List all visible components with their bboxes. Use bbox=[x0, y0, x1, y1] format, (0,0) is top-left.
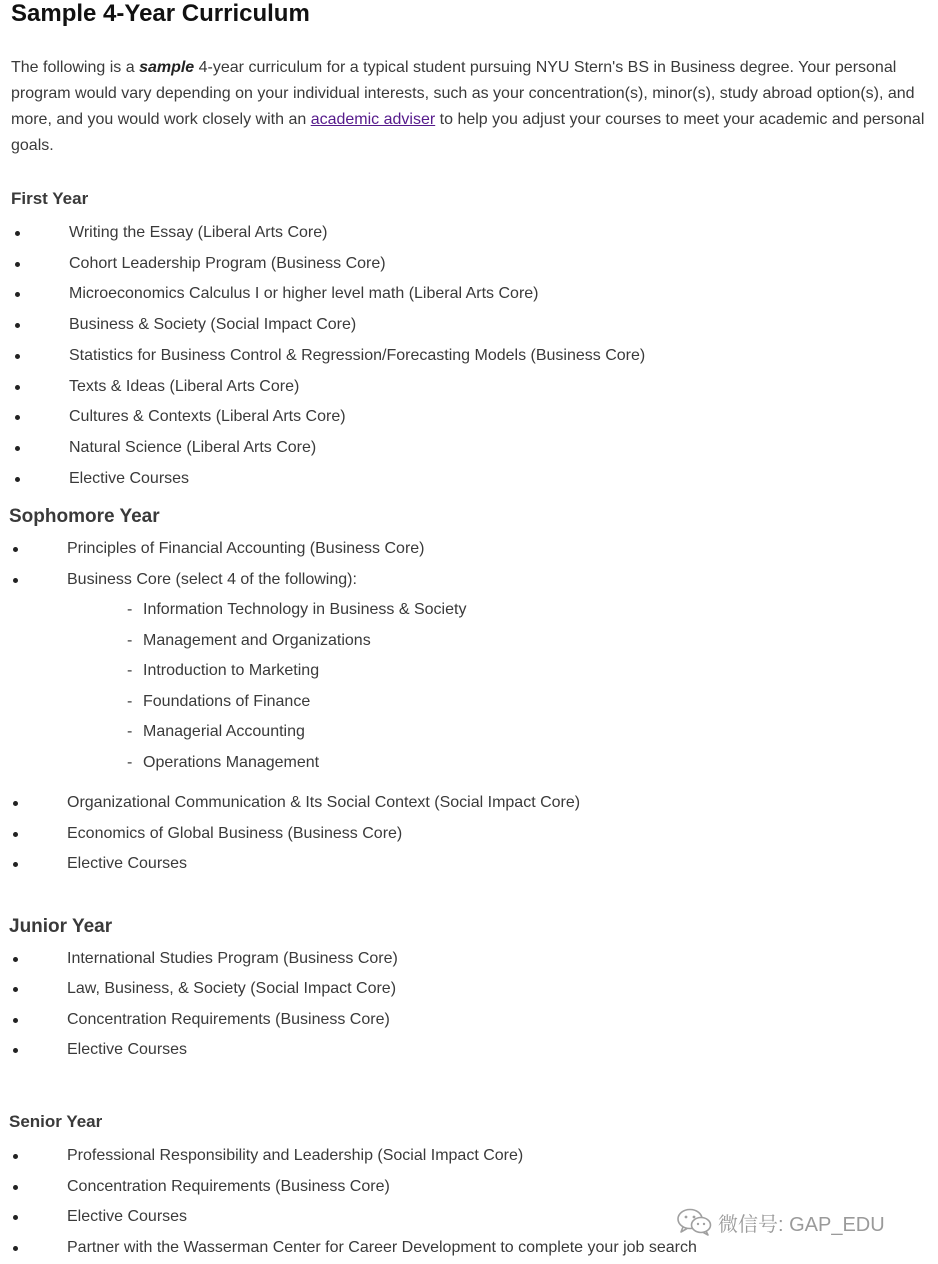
list-item-text: Business & Society (Social Impact Core) bbox=[69, 316, 357, 334]
bullet-icon bbox=[13, 1185, 18, 1190]
first-year-heading: First Year bbox=[11, 189, 89, 208]
list-item-text: Elective Courses bbox=[67, 855, 188, 873]
bullet-icon bbox=[13, 862, 18, 867]
dash-marker: - bbox=[127, 754, 133, 771]
list-item-text: Writing the Essay (Liberal Arts Core) bbox=[69, 224, 328, 241]
intro-emphasis: sample bbox=[139, 59, 195, 76]
dash-marker: - bbox=[127, 601, 133, 618]
list-item-text: Business Core (select 4 of the following): bbox=[67, 570, 357, 588]
intro-paragraph bbox=[11, 55, 931, 159]
bullet-icon bbox=[13, 801, 18, 806]
bullet-icon bbox=[15, 323, 20, 328]
dash-marker: - bbox=[127, 723, 133, 741]
bullet-icon bbox=[13, 1154, 18, 1159]
list-item-text: Elective Courses bbox=[67, 1208, 188, 1226]
bullet-icon bbox=[13, 832, 18, 837]
junior-year-heading: Junior Year bbox=[9, 916, 113, 937]
bullet-icon bbox=[13, 1215, 18, 1220]
bullet-icon bbox=[13, 987, 18, 992]
dash-marker: - bbox=[127, 631, 133, 649]
intro-text-end: to help you adjust your courses to meet your academic and personal goals. bbox=[11, 111, 925, 154]
sub-list-item-text: Information Technology in Business & Society bbox=[143, 601, 467, 618]
dash-marker: - bbox=[127, 662, 133, 680]
sub-list-item-text: Operations Management bbox=[143, 754, 320, 771]
wechat-icon bbox=[676, 1208, 712, 1236]
sub-list-item-text: Introduction to Marketing bbox=[143, 662, 320, 680]
bullet-icon bbox=[13, 1048, 18, 1053]
list-item-text: International Studies Program (Business Core) bbox=[67, 950, 398, 967]
list-item-text: Concentration Requirements (Business Core) bbox=[67, 1010, 390, 1028]
bullet-icon bbox=[13, 547, 18, 552]
bullet-icon bbox=[15, 415, 20, 420]
dash-marker: - bbox=[127, 692, 133, 710]
list-item-text: Statistics for Business Control & Regression/Forecasting Models (Business Core) bbox=[69, 346, 646, 364]
list-item-text: Economics of Global Business (Business Core) bbox=[67, 824, 403, 842]
list-item-text: Cultures & Contexts (Liberal Arts Core) bbox=[69, 408, 346, 426]
intro-text-start: The following is a bbox=[11, 59, 140, 76]
bullet-icon bbox=[15, 231, 20, 236]
sub-list-item-text: Foundations of Finance bbox=[143, 692, 311, 710]
list-item-text: Principles of Financial Accounting (Business Core) bbox=[67, 540, 425, 557]
list-item-text: Natural Science (Liberal Arts Core) bbox=[69, 438, 317, 456]
list-item-text: Elective Courses bbox=[69, 469, 190, 487]
bullet-icon bbox=[13, 1018, 18, 1023]
academic-adviser-link[interactable]: academic adviser bbox=[310, 111, 436, 128]
sophomore-year-heading: Sophomore Year bbox=[9, 506, 160, 527]
list-item-text: Elective Courses bbox=[67, 1040, 188, 1058]
watermark bbox=[676, 1206, 885, 1238]
bullet-icon bbox=[13, 957, 18, 962]
page-title: Sample 4-Year Curriculum bbox=[11, 0, 310, 27]
list-item-text: Texts & Ideas (Liberal Arts Core) bbox=[69, 377, 300, 395]
bullet-icon bbox=[15, 385, 20, 390]
list-item-text: Professional Responsibility and Leadership (Social Impact Core) bbox=[67, 1147, 524, 1164]
bullet-icon bbox=[15, 477, 20, 482]
bullet-icon bbox=[13, 578, 18, 583]
bullet-icon bbox=[15, 446, 20, 451]
bullet-icon bbox=[15, 292, 20, 297]
senior-year-heading: Senior Year bbox=[9, 1112, 103, 1131]
intro-text-middle: 4-year curriculum for a typical student pursuing NYU Stern's BS in Business degree. Your personal program would vary depending on your individual interests, such as your concentration(s), minor(s), study abroad option(s), and more, and you would work closely with an bbox=[11, 59, 915, 128]
sub-list-item-text: Management and Organizations bbox=[143, 631, 371, 649]
list-item-text: Partner with the Wasserman Center for Career Development to complete your job search bbox=[67, 1238, 697, 1256]
watermark-text: 微信号: GAP_EDU bbox=[718, 1213, 885, 1236]
list-item-text: Organizational Communication & Its Social Context (Social Impact Core) bbox=[67, 794, 581, 811]
list-item-text: Cohort Leadership Program (Business Core) bbox=[69, 254, 386, 272]
bullet-icon bbox=[15, 354, 20, 359]
bullet-icon bbox=[15, 262, 20, 267]
list-item-text: Microeconomics Calculus I or higher level math (Liberal Arts Core) bbox=[69, 285, 539, 303]
bullet-icon bbox=[13, 1246, 18, 1251]
sub-list-item-text: Managerial Accounting bbox=[143, 723, 305, 741]
list-item-text: Law, Business, & Society (Social Impact Core) bbox=[67, 980, 397, 998]
list-item-text: Concentration Requirements (Business Core) bbox=[67, 1177, 390, 1195]
